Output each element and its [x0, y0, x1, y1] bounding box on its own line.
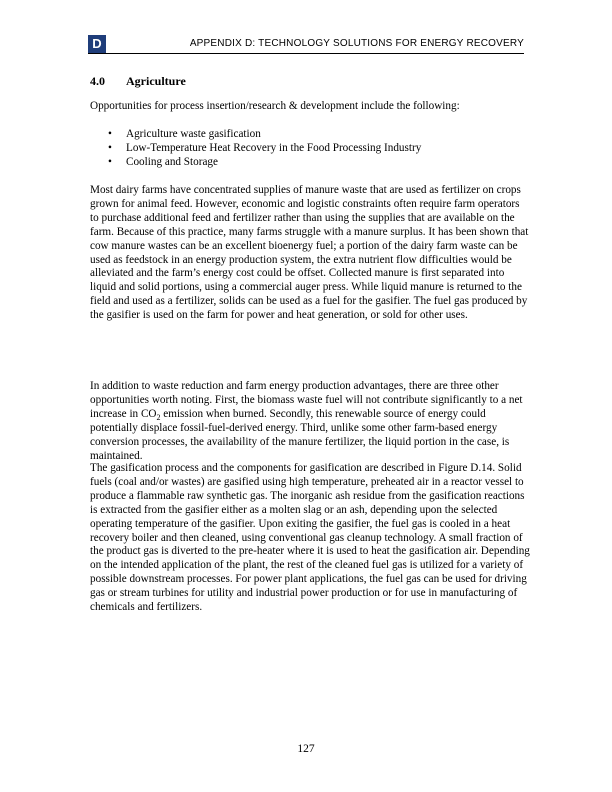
- header-rule: [88, 53, 524, 54]
- page-number: 127: [297, 743, 315, 755]
- list-item: [108, 156, 421, 170]
- header-title: APPENDIX D: TECHNOLOGY SOLUTIONS FOR ENERGY RECOVERY: [189, 38, 524, 49]
- page-header: [88, 35, 524, 54]
- bullet-marker: •: [108, 155, 112, 168]
- list-item: [108, 142, 421, 156]
- section-number: 4.0: [90, 74, 105, 88]
- paragraph-gasification: The gasification process and the components for gasification are described in Figure D.14. Solid fuels (coal and/or wastes) are gasified using high temperature, preheated air in a reactor vessel to produce a flammable raw synthetic gas. The inorganic ash residue from the gasification reactions is extracted from the gasifier either as a molten slag or an ash, depending upon the selected operating temperature of the gasifier. Upon exiting the gasifier, the fuel gas is cooled in a heat recovery boiler and then cleaned, using conventional gas cleanup technology. A small fraction of the product gas is diverted to the pre-heater where it is used to heat the gasification air. Depending on the intended application of the plant, the rest of the cleaned fuel gas is utilized for a variety of possible downstream processes. For power plant applications, the fuel gas can be used for driving gas or stream turbines for utility and industrial power production or for use in manufacturing of chemicals and fertilizers.: [90, 462, 530, 614]
- bullet-list: [108, 128, 421, 170]
- bullet-marker: •: [108, 141, 112, 154]
- list-item-text: Low-Temperature Heat Recovery in the Food Processing Industry: [126, 141, 422, 154]
- bullet-marker: •: [108, 128, 112, 140]
- section-heading: [90, 74, 186, 89]
- paragraph-advantages: [90, 380, 530, 463]
- co2-subscript: 2: [156, 413, 161, 423]
- appendix-badge: D: [88, 35, 106, 53]
- intro-text: Opportunities for process insertion/research & development include the following:: [90, 100, 460, 112]
- list-item-text: Agriculture waste gasification: [126, 128, 261, 140]
- list-item-text: Cooling and Storage: [126, 155, 218, 168]
- paragraph-dairy-manure: Most dairy farms have concentrated supplies of manure waste that are used as fertilizer on crops grown for animal feed. However, economic and logistic constraints often require farm operators to purchase additional feed and fertilizer rather than using the supplies that are available on the farm. Because of this practice, many farms struggle with a manure surplus. It has been shown that cow manure wastes can be an excellent bioenergy fuel; a portion of the dairy farm waste can be used as feedstock in an energy production system, the extra nutrient flow difficulties would be alleviated and the farm’s energy cost could be offset. Collected manure is first separated into liquid and solid portions, using a commercial auger press. While liquid manure is returned to the field and used as a fertilizer, solids can be used as a fuel for the gasifier. The fuel gas produced by the gasifier is used on the farm for power and heat generation, or sold for other uses.: [90, 184, 529, 322]
- section-title: Agriculture: [126, 74, 186, 88]
- list-item: [108, 128, 421, 142]
- paragraph-advantages-text-2: emission when burned. Secondly, this renewable source of energy could potentially displace fossil-fuel-derived energy. Third, unlike some other farm-based energy conversion processes, the availability of the manure fertilizer, the liquid portion in the case, is maintained.: [90, 407, 510, 462]
- paragraph-advantages-text-1: In addition to waste reduction and farm energy production advantages, there are three other opportunities worth noting. First, the biomass waste fuel will not contribute significantly to a net increase in CO: [90, 380, 523, 420]
